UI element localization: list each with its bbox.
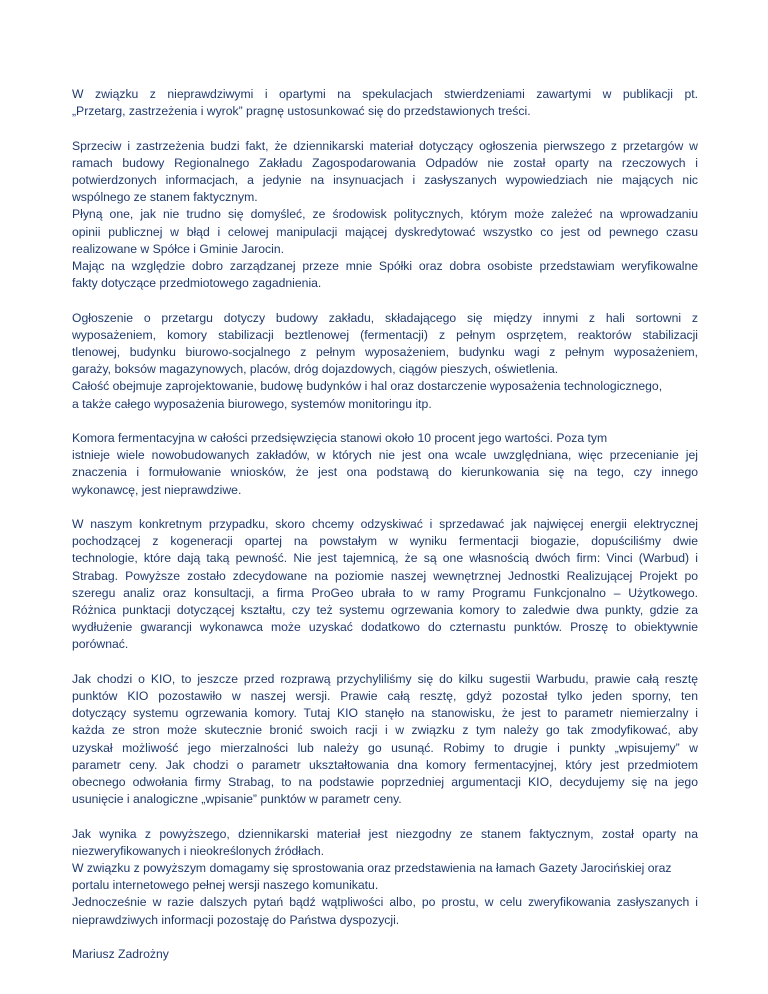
text-line: Komora fermentacyjna w całości przedsięwzięcia stanowi około 10 procent jego wartości. Poza tym <box>72 431 608 446</box>
text-line: wykonawcę, jest nieprawdziwe. <box>72 482 242 497</box>
text-line: parametr ceny. Jak chodzi o parametr ukształtowania dna komory fermentacyjnej, który jest przedmiotem <box>72 757 698 772</box>
text-line: znaczenia i formułowanie wniosków, że jest ona podstawą do kierunkowania się na tego, czy innego <box>72 465 698 480</box>
paragraph <box>72 671 698 809</box>
text-line: porównać. <box>72 637 129 652</box>
text-line: Mając na względzie dobro zarządzanej przeze mnie Spółki oraz dobra osobiste przedstawiam weryfikowalne <box>72 259 698 274</box>
text-line: każda ze stron może skutecznie bronić swoich racji i w związku z tym należy go tak zmodyfikować, aby <box>72 723 698 738</box>
text-line: fakty dotyczące przedmiotowego zagadnienia. <box>72 276 322 291</box>
text-line: Całość obejmuje zaprojektowanie, budowę budynków i hal oraz dostarczenie wyposażenia technologicznego, <box>72 379 663 394</box>
text-line: a także całego wyposażenia biurowego, systemów monitoringu itp. <box>72 396 432 411</box>
text-line: „Przetarg, zastrzeżenia i wyrok” pragnę ustosunkować się do przedstawionych treści. <box>72 104 531 119</box>
paragraph <box>72 310 698 413</box>
text-line: W związku z nieprawdziwymi i opartymi na spekulacjach stwierdzeniami zawartymi w publikacji pt. <box>72 87 698 101</box>
text-line: realizowane w Spółce i Gminie Jarocin. <box>72 241 285 256</box>
text-line: pochodzącej z kogeneracji opartej na powstałym w wyniku fermentacji biogazie, dopuściliśmy dwie <box>72 534 698 549</box>
text-line: Sprzeciw i zastrzeżenia budzi fakt, że dziennikarski materiał dotyczący ogłoszenia pierwszego z przetargów w <box>72 138 698 153</box>
paragraph <box>72 138 698 293</box>
text-line: technologie, które dają taką pewność. Nie jest tajemnicą, że są one własnością dwóch firm: Vinci (Warbud) i <box>72 551 698 566</box>
text-line: portalu internetowego pełnej wersji naszego komunikatu. <box>72 878 379 893</box>
text-line: punktów KIO pozostawiło w naszej wersji. Prawie całą resztę, gdyż pozostał tylko jeden sporny, ten <box>72 689 698 704</box>
text-line: szeregu analiz oraz konsultacji, a firma ProGeo ubrała to w ramy Programu Funkcjonalno – Użytkowego. <box>72 585 698 600</box>
text-line: Jak wynika z powyższego, dziennikarski materiał jest niezgodny ze stanem faktycznym, został oparty na <box>72 826 698 841</box>
text-line: W związku z powyższym domagamy się sprostowania oraz przedstawienia na łamach Gazety Jarocińskiej oraz <box>72 861 672 876</box>
text-line: usunięcie i analogiczne „wpisanie” punktów w parametr ceny. <box>72 792 402 807</box>
text-line: garaży, boksów magazynowych, placów, dróg dojazdowych, ciągów pieszych, oświetlenia. <box>72 362 559 377</box>
letter-body <box>72 86 698 963</box>
text-line: wydłużenie gwarancji wykonawca może uzyskać dodatkowo do czternastu punktów. Proszę to obiektywnie <box>72 620 698 635</box>
paragraph <box>72 826 698 929</box>
text-line: niezweryfikowanych i nieokreślonych źródłach. <box>72 843 324 858</box>
text-line: Strabag. Powyższe zostało zdecydowane na poziomie naszej wewnętrznej Jednostki Realizującej Projekt po <box>72 568 698 583</box>
paragraph <box>72 86 698 120</box>
text-line: tlenowej, budynku biurowo-socjalnego z pełnym wyposażeniem, budynku wagi z pełnym wyposażeniem, <box>72 345 698 360</box>
text-line: Jednocześnie w razie dalszych pytań bądź wątpliwości albo, po prostu, w celu zweryfikowania zasłyszanych i <box>72 895 698 910</box>
text-line: opinii publicznej w błąd i celowej manipulacji mającej dyskredytować wszystko co jest od pewnego czasu <box>72 224 698 239</box>
paragraph <box>72 516 698 654</box>
text-line: uzyskał możliwość jego mierzalności lub należy go usunąć. Robimy to drugie i punkty „wpisujemy” w <box>72 740 698 755</box>
text-line: istnieje wiele nowobudowanych zakładów, w których nie jest ona wcale uwzględniana, więc przecenianie jej <box>72 448 698 463</box>
paragraph <box>72 430 698 499</box>
text-line: Jak chodzi o KIO, to jeszcze przed rozprawą przychyliliśmy się do kilku sugestii Warbudu, prawie całą resztę <box>72 671 698 686</box>
text-line: potwierdzonych informacjach, a jedynie na insynuacjach i zasłyszanych wypowiedziach nie mających nic <box>72 173 698 187</box>
text-line: wyposażeniem, komory stabilizacji beztlenowej (fermentacji) z pełnym osprzętem, reaktorów stabilizacji <box>72 327 698 342</box>
text-line: ramach budowy Regionalnego Zakładu Zagospodarowania Odpadów nie został oparty na rzeczowych i <box>72 155 698 170</box>
text-line: Płyną one, jak nie trudno się domyśleć, ze środowisk politycznych, którym może zależeć na wprowadzaniu <box>72 207 698 222</box>
text-line: wspólnego ze stanem faktycznym. <box>72 190 258 205</box>
text-line: dotyczący systemu ogrzewania komory. Tutaj KIO stanęło na stanowisku, że jest to parametr niemierzalny i <box>72 706 698 721</box>
text-line: W naszym konkretnym przypadku, skoro chcemy odzyskiwać i sprzedawać jak najwięcej energii elektrycznej <box>72 517 698 532</box>
text-line: Ogłoszenie o przetargu dotyczy budowy zakładu, składającego się między innymi z hali sortowni z <box>72 310 698 325</box>
text-line: Różnica punktacji dotyczącej kształtu, czy też systemu ogrzewania komory to zaledwie dwa punkty, gdzie za <box>72 603 698 618</box>
paragraph-container <box>72 86 698 929</box>
signature: Mariusz Zadrożny <box>72 947 169 962</box>
text-line: nieprawdziwych informacji pozostaję do Państwa dyspozycji. <box>72 912 400 927</box>
text-line: obecnego odwołania firmy Strabag, to na podstawie poprzedniej argumentacji KIO, decydujemy się na jego <box>72 775 698 790</box>
